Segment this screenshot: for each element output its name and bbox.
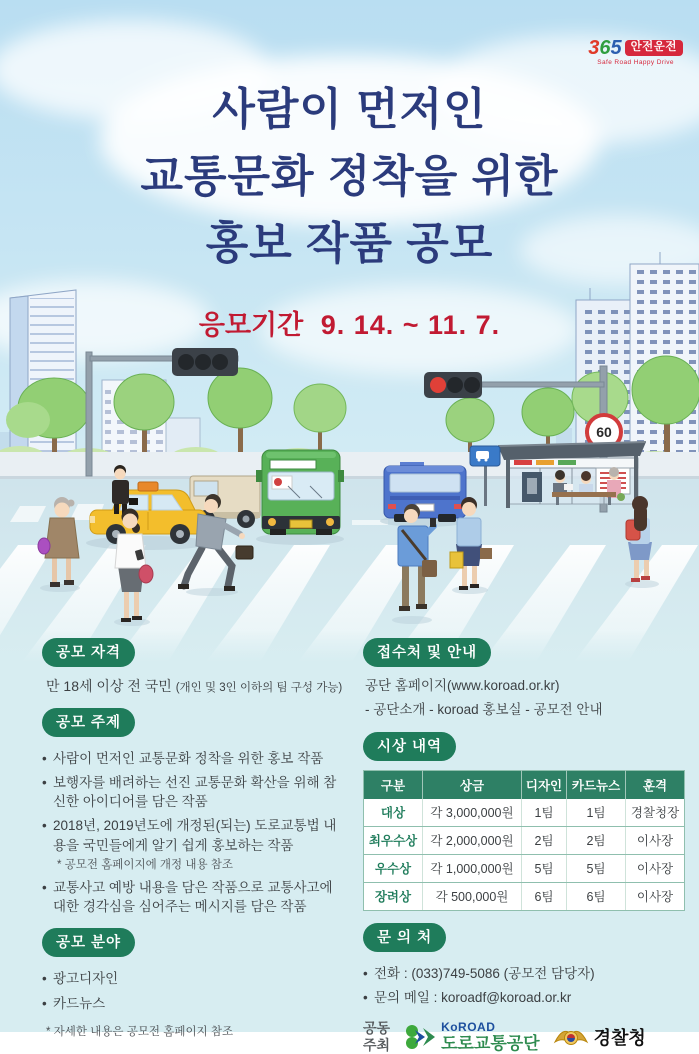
reception-line-1: 공단 홈페이지(www.koroad.or.kr): [365, 678, 560, 693]
field-footnote: * 자세한 내용은 공모전 홈페이지 참조: [46, 1025, 234, 1038]
left-column: [42, 636, 348, 1048]
title-line-1: 사람이 먼저인: [212, 85, 487, 134]
police-name: 경찰청: [593, 1027, 646, 1048]
field-list: [42, 969, 348, 1012]
table-row: 우수상 각 1,000,000원 5팀 5팀 이사장: [364, 854, 685, 882]
title-line-3: 홍보 작품 공모: [205, 219, 494, 268]
koroad-kr: 도로교통공단: [441, 1034, 540, 1054]
bus-shelter: [498, 442, 646, 508]
365-safe-driving-logo: [588, 38, 683, 67]
reception-line-2: - 공단소개 - koroad 홍보실 - 공모전 안내: [365, 702, 603, 718]
table-row: 최우수상 각 2,000,000원 2팀 2팀 이사장: [364, 826, 685, 854]
awards-table: [363, 770, 685, 911]
awards-col-header: 상금: [422, 770, 521, 799]
logo-name: 안전운전: [625, 40, 683, 57]
heading-qualification: 공모 자격: [42, 638, 135, 667]
theme-bullet: • 2018년, 2019년도에 개정된(되는) 도로교통법 내용을 국민들에게 알기 쉽게 홍보하는 작품 * 공모전 홈페이지에 개정 내용 참조: [42, 816, 348, 873]
blue-bus: [380, 462, 468, 527]
application-period: [0, 303, 699, 342]
green-bus: [256, 450, 344, 545]
awards-col-header: 카드뉴스: [567, 770, 626, 799]
title-line-2: 교통문화 정착을 위한: [140, 152, 559, 201]
info-section: [0, 630, 699, 1054]
table-row: 대상 각 3,000,000원 1팀 1팀 경찰청장: [364, 799, 685, 827]
logo-digit-6: 6: [599, 37, 611, 59]
field-bullet: • 광고디자인: [42, 969, 348, 988]
qualification-text: 만 18세 이상 전 국민: [46, 678, 172, 694]
heading-awards: 시상 내역: [363, 732, 456, 761]
heading-reception: 접수처 및 안내: [363, 638, 491, 667]
field-bullet: • 카드뉴스: [42, 994, 348, 1013]
contact-list: [363, 964, 685, 1007]
theme-footnote: * 공모전 홈페이지에 개정 내용 참조: [57, 858, 233, 871]
co-host-label: 공동 주최: [363, 1020, 391, 1053]
koroad-en: KoROAD: [441, 1020, 496, 1035]
heading-contact: 문 의 처: [363, 923, 446, 952]
awards-col-header: 훈격: [626, 770, 685, 799]
period-dates: 9. 14. ~ 11. 7.: [320, 310, 501, 340]
awards-col-header: 디자인: [522, 770, 567, 799]
theme-bullet: • 사람이 먼저인 교통문화 정착을 위한 홍보 작품: [42, 749, 348, 768]
heading-field: 공모 분야: [42, 928, 135, 957]
right-column: [363, 636, 685, 1054]
contact-phone: • 전화 : (033)749-5086 (공모전 담당자): [363, 964, 685, 983]
svg-text:60: 60: [596, 424, 612, 440]
poster-title: [0, 76, 699, 277]
table-row: 장려상 각 500,000원 6팀 6팀 이사장: [364, 882, 685, 910]
heading-theme: 공모 주제: [42, 708, 135, 737]
logo-tagline: Safe Road Happy Drive: [597, 59, 674, 66]
police-logo: [553, 1022, 646, 1052]
qualification-note: (개인 및 3인 이하의 팀 구성 가능): [175, 682, 343, 694]
police-emblem-icon: [553, 1022, 589, 1052]
contact-email: • 문의 메일 : koroadf@koroad.or.kr: [363, 988, 685, 1007]
period-label: 응모기간: [198, 310, 304, 340]
logo-digit-5: 5: [610, 37, 622, 59]
theme-bullet: • 교통사고 예방 내용을 담은 작품으로 교통사고에 대한 경각심을 심어주는 메시지를 담은 작품: [42, 878, 348, 916]
logo-digit-3: 3: [588, 37, 600, 59]
koroad-symbol-icon: [403, 1020, 437, 1054]
theme-bullet: • 보행자를 배려하는 선진 교통문화 확산을 위해 참신한 아이디어를 담은 작품: [42, 773, 348, 811]
theme-list: [42, 749, 348, 916]
koroad-logo: [403, 1020, 540, 1054]
co-hosts: [363, 1020, 685, 1054]
awards-col-header: 구분: [364, 770, 423, 799]
